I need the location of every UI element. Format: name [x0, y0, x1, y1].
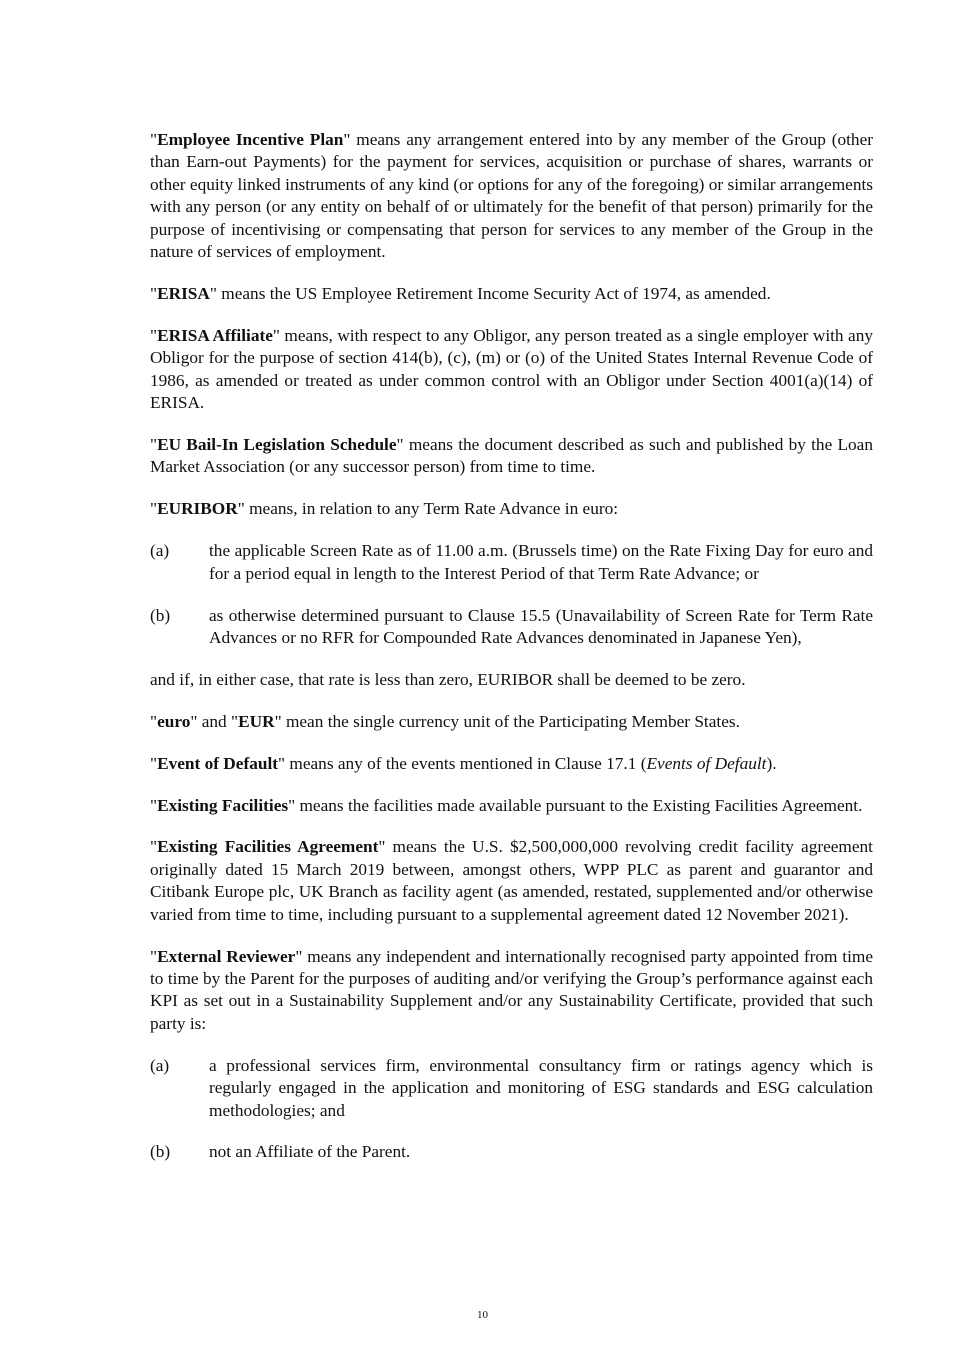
item-number: (a) [150, 1055, 170, 1075]
item-number: (b) [150, 1142, 171, 1162]
defined-term: ERISA [157, 283, 210, 303]
definition-end: ). [766, 753, 777, 773]
definition-text: means, with respect to any Obligor, any person treated as a single employer with any Obligor for the purpose of section 414(b), (c), (m) or (o) of the United States Internal Revenue Code of 1986, as amended or treated as under common control with an Obligor under Section 4001(a)(14) of ERISA. [150, 325, 873, 413]
definition-existing-facilities-agreement: "Existing Facilities Agreement" means the U.S. $2,500,000,000 revolving credit facility agreement originally dated 15 March 2019 between, amongst others, WPP PLC as parent and guarantor and Citibank Europe plc, UK Branch as facility agent (as amended, restated, supplemented and/or otherwise varied from time to time, including pursuant to a supplemental agreement dated 12 November 2021). [150, 837, 873, 924]
page-number: 10 [477, 1309, 488, 1321]
definition-text: means the facilities made available pursuant to the Existing Facilities Agreement. [295, 795, 863, 815]
clause-reference: Events of Default [646, 753, 767, 773]
defined-term: Employee Incentive Plan [157, 130, 344, 149]
defined-term: External Reviewer [157, 946, 296, 966]
item-number: (a) [150, 541, 170, 561]
definition-text: mean the single currency unit of the Participating Member States. [281, 711, 740, 731]
list-item [150, 1141, 873, 1163]
definition-existing-facilities: "Existing Facilities" means the facilities made available pursuant to the Existing Facilities Agreement. [150, 795, 863, 815]
defined-term: Existing Facilities [157, 795, 289, 815]
definition-text: means the U.S. $2,500,000,000 revolving credit facility agreement originally dated 15 March 2019 between, amongst others, WPP PLC as parent and guarantor and Citibank Europe plc, UK Branch as facility agent (as amended, restated, supplemented and/or otherwise varied from time to time, including pursuant to a supplemental agreement dated 12 November 2021). [150, 837, 873, 924]
defined-term: EU Bail-In Legislation Schedule [157, 434, 397, 454]
item-text: a professional services firm, environmental consultancy firm or ratings agency which is regularly engaged in the application and monitoring of ESG standards and ESG calculation methodologies; and [209, 1055, 873, 1120]
defined-term: Event of Default [157, 753, 279, 773]
item-number: (b) [150, 605, 171, 625]
definition-employee-incentive-plan: "Employee Incentive Plan" means any arrangement entered into by any member of the Group (other than Earn-out Payments) for the payment for services, acquisition or purchase of shares, warrants or other equity linked instruments of any kind (or options for any of the foregoing) or similar arrangements with any person (or any entity on behalf of or ultimately for the benefit of that person) primarily for the purpose of incentivising or compensating that person for services to any member of the Group in the nature of services of employment. [150, 130, 873, 262]
definition-euro: "euro" and "EUR" mean the single currency unit of the Participating Member States. [150, 711, 740, 731]
definition-eu-bail-in: "EU Bail-In Legislation Schedule" means the document described as such and published by the Loan Market Association (or any successor person) from time to time. [150, 434, 873, 477]
definition-text: means the document described as such and published by the Loan Market Association (or any successor person) from time to time. [150, 434, 873, 477]
definition-text: means any of the events mentioned in Clause 17.1 ( [285, 753, 647, 773]
definition-erisa: "ERISA" means the US Employee Retirement Income Security Act of 1974, as amended. [150, 283, 771, 303]
list-item [150, 605, 873, 650]
definition-text: means the US Employee Retirement Income Security Act of 1974, as amended. [216, 283, 771, 303]
list-item [150, 540, 873, 585]
definition-external-reviewer: "External Reviewer" means any independent and internationally recognised party appointed from time to time by the Parent for the purposes of auditing and/or verifying the Group’s performance against each KPI as set out in a Sustainability Supplement and/or any Sustainability Certificate, provided that such party is: [150, 946, 873, 1033]
item-text: the applicable Screen Rate as of 11.00 a.m. (Brussels time) on the Rate Fixing Day for euro and for a period equal in length to the Interest Period of that Term Rate Advance; or [209, 541, 873, 583]
conjunction: and [197, 711, 231, 731]
definition-event-of-default: "Event of Default" means any of the events mentioned in Clause 17.1 (Events of Default). [150, 753, 777, 773]
defined-term: Existing Facilities Agreement [157, 837, 379, 857]
definition-text: means any independent and internationally recognised party appointed from time to time by the Parent for the purposes of auditing and/or verifying the Group’s performance against each KPI as set out in a Sustainability Supplement and/or any Sustainability Certificate, provided that such party is: [150, 946, 873, 1033]
defined-term: EUR [238, 711, 275, 731]
page-content [150, 129, 873, 1183]
definition-text: means any arrangement entered into by any member of the Group (other than Earn-out Payments) for the payment for services, acquisition or purchase of shares, warrants or other equity linked instruments of any kind (or options for any of the foregoing) or similar arrangements with any person (or any entity on behalf of or ultimately for the benefit of that person) primarily for the purpose of incentivising or compensating that person for services to any member of the Group in the nature of services of employment. [150, 130, 873, 262]
item-text: not an Affiliate of the Parent. [209, 1142, 411, 1162]
defined-term: EURIBOR [157, 499, 238, 519]
defined-term: ERISA Affiliate [157, 325, 273, 345]
definition-erisa-affiliate: "ERISA Affiliate" means, with respect to any Obligor, any person treated as a single employer with any Obligor for the purpose of section 414(b), (c), (m) or (o) of the United States Internal Revenue Code of 1986, as amended or treated as under common control with an Obligor under Section 4001(a)(14) of ERISA. [150, 325, 873, 413]
definition-text: means, in relation to any Term Rate Advance in euro: [244, 499, 619, 519]
defined-term: euro [157, 711, 191, 731]
list-item [150, 1055, 873, 1122]
item-text: as otherwise determined pursuant to Clause 15.5 (Unavailability of Screen Rate for Term Rate Advances or no RFR for Compounded Rate Advances denominated in Japanese Yen), [209, 605, 873, 647]
definition-euribor: "EURIBOR" means, in relation to any Term Rate Advance in euro: [150, 499, 619, 519]
euribor-tail: and if, in either case, that rate is less than zero, EURIBOR shall be deemed to be zero. [150, 669, 746, 689]
